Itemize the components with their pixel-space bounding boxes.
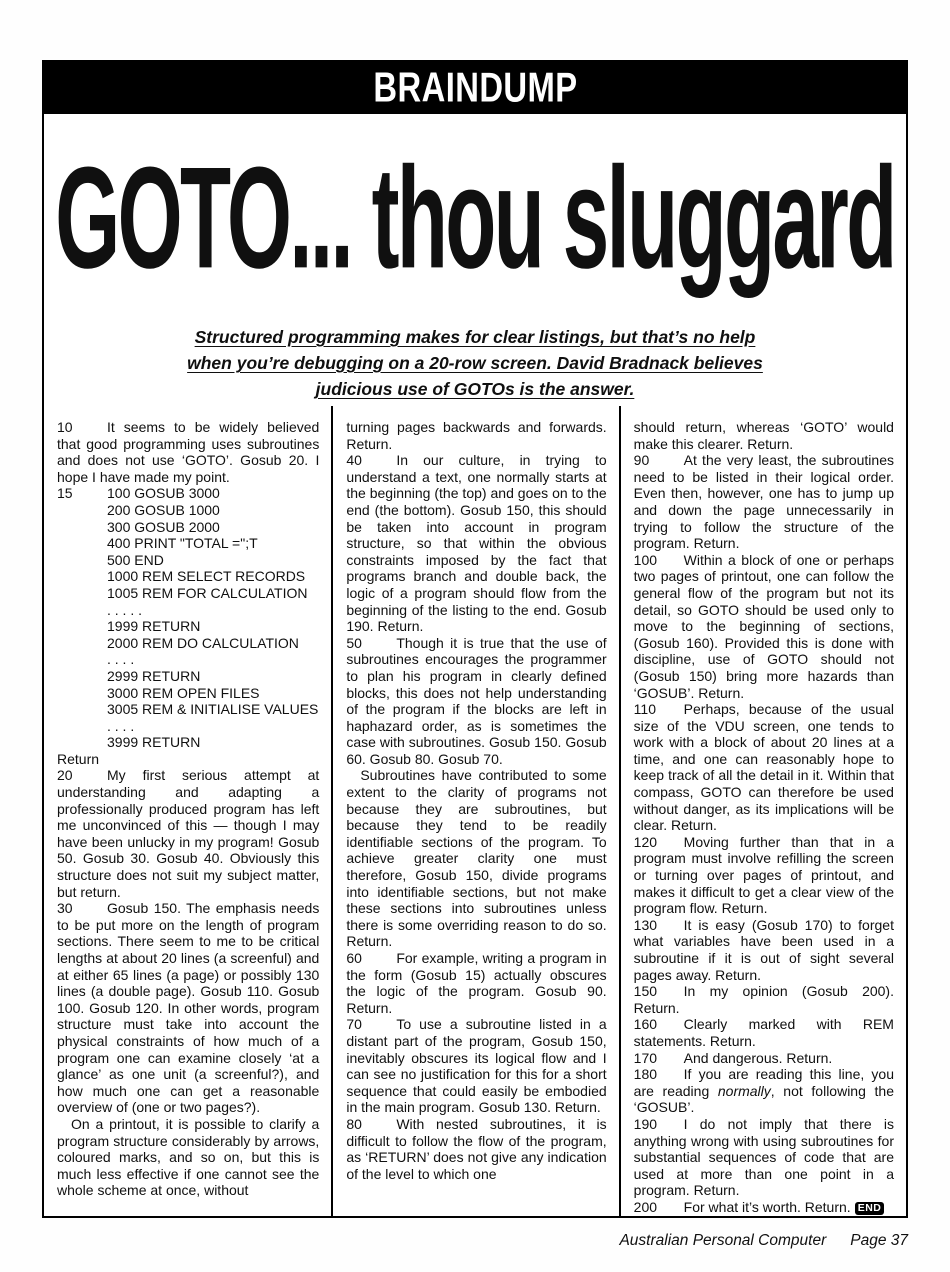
headline-text: GOTO... thou sluggard — [55, 137, 895, 299]
paragraph-number: 60 — [346, 950, 362, 966]
paragraph-90 — [634, 452, 894, 552]
end-badge: END — [855, 1202, 885, 1215]
code-line: 2999 RETURN — [107, 667, 201, 684]
text-run: In our culture, in trying to understand a text, one normally starts at the beginning (the top) and goes on to the end (the bottom). Gosub 150, this should be taken into account in program structure, so that within the obvious constraints imposed by the fact that programs branch and double back, the logic of a program should flow from the beginning of the listing to the end. Gosub 190. Return. — [346, 452, 607, 635]
text-run: Gosub 150. The emphasis needs to be put more on the length of program sections. There seem to me to be critical lengths at about 20 lines (a screenful) and at either 65 lines (a page) or possibly 130 lines (a double page). Gosub 110. Gosub 100. Gosub 120. In other words, program structure must take into account the physical constraints of how much of a program one can examine closely ‘at a glance’ as one unit (a screenful?), and how much one can get a reasonable overview of (one or two pages?). — [57, 900, 320, 1116]
paragraph-130 — [634, 917, 894, 983]
code-line: 2000 REM DO CALCULATION — [107, 634, 299, 651]
paragraph-170 — [634, 1050, 894, 1067]
paragraph-number: 10 — [57, 419, 73, 435]
text-run: For example, writing a program in the form (Gosub 15) actually obscures the logic of the program. Gosub 90. Return. — [346, 950, 607, 1016]
text-run: Return — [57, 750, 100, 767]
code-listing — [57, 485, 319, 751]
paragraph-150 — [634, 983, 894, 1016]
code-line: 3000 REM OPEN FILES — [107, 684, 260, 701]
text-run: Clearly marked with REM statements. Return. — [633, 1016, 894, 1049]
paragraph-number: 50 — [346, 634, 362, 651]
paragraph-180 — [634, 1066, 894, 1116]
paragraph-number: 110 — [633, 701, 656, 718]
paragraph-70 — [346, 1016, 606, 1116]
standfirst-line-2: when you’re debugging on a 20-row screen. David Bradnack believes — [187, 353, 763, 373]
text-run: For what it’s worth. Return. — [683, 1198, 851, 1215]
text-run: And dangerous. Return. — [683, 1049, 833, 1066]
code-line: 1005 REM FOR CALCULATION — [107, 584, 308, 601]
paragraph — [346, 767, 606, 950]
standfirst-line-1: Structured programming makes for clear listings, but that’s no help — [194, 327, 756, 347]
paragraph-120 — [634, 834, 894, 917]
paragraph — [57, 751, 319, 768]
text-run: Within a block of one or perhaps two pages of printout, one can follow the general flow of the program but not its detail, so GOTO should be used only to move to the beginning of sections, (Gosub 160). Provided this is done with discipline, use of GOTO should not (Gosub 150) bring more hazards than ‘GOSUB’. Return. — [633, 551, 894, 701]
code-line: 3999 RETURN — [107, 734, 201, 751]
paragraph-number: 70 — [346, 1016, 362, 1033]
continuation-text — [634, 419, 894, 452]
text-run: If you are reading this line, you are reading — [633, 1066, 894, 1099]
code-line: 1000 REM SELECT RECORDS — [107, 568, 306, 585]
paragraph-20 — [57, 767, 319, 900]
paragraph-200 — [634, 1199, 894, 1216]
text-run: Moving further than that in a program must involve refilling the screen or turning over pages of printout, and makes it difficult to get a clear view of the program flow. Return. — [633, 833, 894, 917]
paragraph-190 — [634, 1116, 894, 1199]
paragraph-50 — [346, 635, 606, 768]
paragraph-number: 200 — [633, 1198, 658, 1215]
column-3 — [619, 406, 906, 1216]
paragraph-110 — [634, 701, 894, 834]
column-2 — [331, 406, 618, 1216]
paragraph-number: 40 — [346, 452, 362, 469]
text-run: , not following the ‘GOSUB’. — [633, 1082, 894, 1116]
headline — [44, 128, 906, 310]
text-run: turning pages backwards and forwards. Return. — [346, 419, 607, 452]
text-run: should return, whereas ‘GOTO’ would make this clearer. Return. — [633, 419, 894, 452]
paragraph-10 — [57, 419, 319, 485]
paragraph-number: 190 — [633, 1115, 658, 1132]
paragraph-60 — [346, 950, 606, 1016]
paragraph-number: 120 — [633, 833, 658, 850]
article-frame — [42, 60, 908, 1218]
continuation-text — [346, 419, 606, 452]
code-line: . . . . — [107, 717, 135, 734]
banner-title: BRAINDUMP — [372, 64, 578, 111]
standfirst — [44, 310, 906, 406]
text-run: normally — [717, 1082, 771, 1099]
text-run: It is easy (Gosub 170) to forget what variables have been used in a subroutine if it is out of sight several pages away. Return. — [633, 916, 894, 983]
code-line: 200 GOSUB 1000 — [107, 501, 220, 518]
text-run: At the very least, the subroutines need to be listed in their logical order. Even then, however, one has to jump up and down the page unnecessarily in trying to follow the structure of the program. Return. — [633, 452, 894, 552]
code-line: 15 100 GOSUB 3000 — [57, 485, 220, 502]
paragraph-number: 180 — [633, 1066, 658, 1083]
paragraph-number: 160 — [633, 1016, 658, 1033]
paragraph-number: 100 — [633, 551, 658, 568]
text-run: With nested subroutines, it is difficult to follow the flow of the program, as ‘RETURN’ does not give any indication of the level to which one — [346, 1115, 607, 1182]
text-run: On a printout, it is possible to clarify a program structure considerably by arrows, coloured marks, and so on, but this is much less effective if one cannot see the whole scheme at once, without — [57, 1115, 320, 1199]
text-run: I do not imply that there is anything wrong with using subroutines for substantial sequences of code that are used at more than one point in a program. Return. — [633, 1115, 894, 1199]
text-run: Subroutines have contributed to some extent to the clarity of programs not because they are subroutines, but because they tend to be readily identifiable sections of the program. To achieve greater clarity one must therefore, Gosub 150, divide programs into identifiable sections, but not make these sections into subroutines unless there is some overriding reason to do so. Return. — [346, 767, 607, 950]
paragraph-40 — [346, 452, 606, 635]
paragraph-number: 90 — [633, 452, 650, 469]
text-run: In my opinion (Gosub 200). Return. — [633, 983, 894, 1016]
standfirst-line-3: judicious use of GOTOs is the answer. — [315, 379, 635, 399]
paragraph-number: 130 — [633, 916, 658, 933]
text-run: To use a subroutine listed in a distant part of the program, Gosub 150, inevitably obscures its logical flow and I can see no justification for this for a short sequence that could easily be embodied in the main program. Gosub 130. Return. — [346, 1016, 607, 1116]
paragraph-100 — [634, 552, 894, 701]
code-line: 400 PRINT "TOTAL =";T — [107, 535, 258, 552]
code-line: 1999 RETURN — [107, 618, 201, 635]
code-line: 500 END — [107, 551, 164, 568]
paragraph-number: 30 — [57, 900, 73, 917]
text-run: Though it is true that the use of subroutines encourages the programmer to plan his program in clearly defined blocks, this does not help understanding of the program if the blocks are left in haphazard order, as is sometimes the case with subroutines. Gosub 150. Gosub 60. Gosub 80. Gosub 70. — [346, 634, 607, 767]
paragraph-number: 170 — [633, 1049, 658, 1066]
text-run: It seems to be widely believed that good programming uses subroutines and does not use ‘GOTO’. Gosub 20. I hope I have made my point. — [57, 419, 320, 485]
paragraph-number: 20 — [57, 767, 73, 784]
paragraph-30 — [57, 900, 319, 1116]
paragraph-160 — [634, 1016, 894, 1049]
code-line: 3005 REM & INITIALISE VALUES — [107, 701, 319, 718]
footer — [619, 1232, 908, 1250]
paragraph — [57, 1116, 319, 1199]
paragraph-number: 80 — [346, 1115, 362, 1132]
paragraph-80 — [346, 1116, 606, 1182]
page-number: Page 37 — [850, 1232, 908, 1249]
code-line: . . . . — [107, 651, 135, 668]
braindump-banner — [44, 62, 906, 114]
text-run: My first serious attempt at understanding and adapting a professionally produced program has left me unconvinced of this — though I may have been unlucky in my program! Gosub 50. Gosub 30. Gosub 40. Obviously this structure does not suit my subject matter, but return. — [57, 767, 320, 900]
body-columns — [44, 406, 906, 1216]
code-line: . . . . . — [107, 601, 143, 618]
column-1 — [44, 406, 331, 1216]
magazine-name: Australian Personal Computer — [619, 1232, 827, 1249]
code-line: 300 GOSUB 2000 — [107, 518, 220, 535]
paragraph-number: 150 — [633, 983, 658, 1000]
text-run: Perhaps, because of the usual size of the VDU screen, one tends to work with a block of about 20 lines at a time, and one can reasonably hope to keep track of all the detail in it. Within that compass, GOTO can therefore be used without danger, as its implications will be clear. Return. — [633, 701, 894, 834]
paragraph-number: 15 — [57, 485, 73, 502]
